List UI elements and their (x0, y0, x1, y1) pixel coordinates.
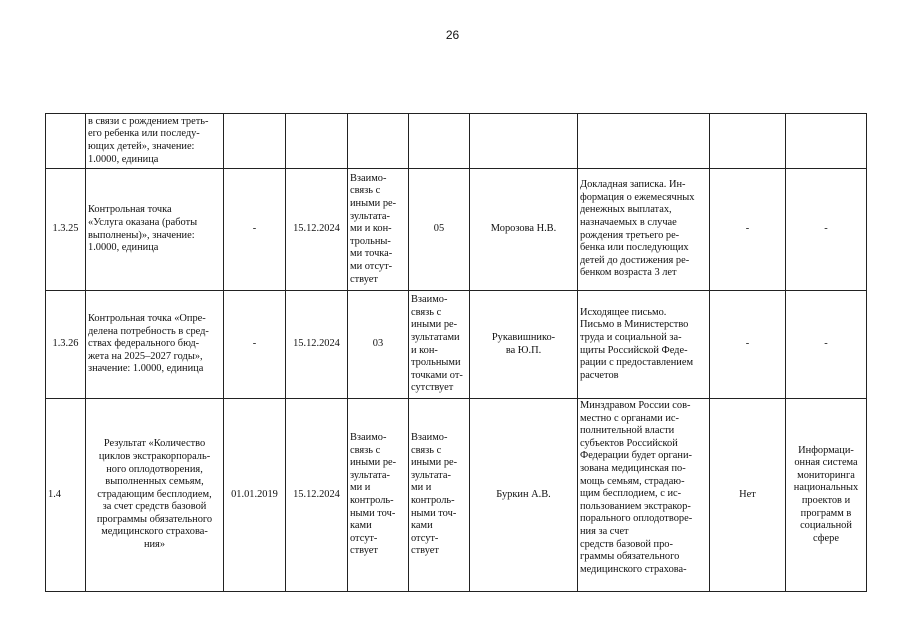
page-number: 26 (445, 28, 460, 42)
plan-table (45, 113, 867, 592)
document-cell (578, 114, 710, 169)
column-9-cell: - (710, 291, 786, 399)
start-date-cell: - (224, 291, 286, 399)
start-date-cell: - (224, 169, 286, 291)
table-row (46, 169, 867, 291)
row-number-cell: 1.3.26 (46, 291, 86, 399)
responsible-cell: Морозова Н.В. (470, 169, 578, 291)
row-number-cell: 1.3.25 (46, 169, 86, 291)
relation-cell-a (348, 114, 409, 169)
column-9-cell (710, 114, 786, 169)
name-cell: Контрольная точка «Опре- делена потребность в сред- ствах федерального бюд- жета на 2025–2027 годы», значение: 1.0000, единица (86, 291, 224, 399)
row-number-cell (46, 114, 86, 169)
responsible-cell: Рукавишнико- ва Ю.П. (470, 291, 578, 399)
name-cell: в связи с рождением треть- его ребенка или последу- ющих детей», значение: 1.0000, единица (86, 114, 224, 169)
name-cell: Результат «Количество циклов экстракорпораль- ного оплодотворения, выполненных семьям, страдающим бесплодием, за счет средств базовой программы обязательного медицинского страхова- ния» (86, 399, 224, 592)
relation-cell-b: Взаимо- связь с иными ре- зультатами и кон- трольными точками от- сутствует (409, 291, 470, 399)
document-cell: Докладная записка. Ин- формация о ежемесячных денежных выплатах, назначаемых в случае рождения третьего ре- бенка или последующих детей до достижения ре- бенком возраста 3 лет (578, 169, 710, 291)
column-9-cell: Нет (710, 399, 786, 592)
table-row (46, 291, 867, 399)
column-10-cell (786, 114, 867, 169)
row-number-cell: 1.4 (46, 399, 86, 592)
responsible-cell: Буркин А.В. (470, 399, 578, 592)
table-row (46, 399, 867, 592)
start-date-cell (224, 114, 286, 169)
column-10-cell: - (786, 169, 867, 291)
end-date-cell: 15.12.2024 (286, 291, 348, 399)
end-date-cell (286, 114, 348, 169)
start-date-cell: 01.01.2019 (224, 399, 286, 592)
relation-cell-b: Взаимо- связь с иными ре- зультата- ми и контроль- ными точ- ками отсут- ствует (409, 399, 470, 592)
column-9-cell: - (710, 169, 786, 291)
relation-cell-b: 05 (409, 169, 470, 291)
responsible-cell (470, 114, 578, 169)
end-date-cell: 15.12.2024 (286, 169, 348, 291)
relation-cell-a: 03 (348, 291, 409, 399)
document-cell: Минздравом России сов- местно с органами ис- полнительной власти субъектов Российской Федерации будет органи- зована медицинская по- мощь семьям, страдаю- щим бесплодием, с ис- пользованием экстракор- порального оплодотворе- ния за счет средств базовой про- граммы обязательного медицинского страхова- (578, 399, 710, 592)
table-row (46, 114, 867, 169)
column-10-cell: Информаци- онная система мониторинга национальных проектов и программ в социальной сфере (786, 399, 867, 592)
column-10-cell: - (786, 291, 867, 399)
relation-cell-a: Взаимо- связь с иными ре- зультата- ми и контроль- ными точ- ками отсут- ствует (348, 399, 409, 592)
relation-cell-a: Взаимо- связь с иными ре- зультата- ми и кон- трольны- ми точка- ми отсут- ствует (348, 169, 409, 291)
document-cell: Исходящее письмо. Письмо в Министерство труда и социальной за- щиты Российской Феде- рации с предоставлением расчетов (578, 291, 710, 399)
relation-cell-b (409, 114, 470, 169)
end-date-cell: 15.12.2024 (286, 399, 348, 592)
name-cell: Контрольная точка «Услуга оказана (работы выполнены)», значение: 1.0000, единица (86, 169, 224, 291)
